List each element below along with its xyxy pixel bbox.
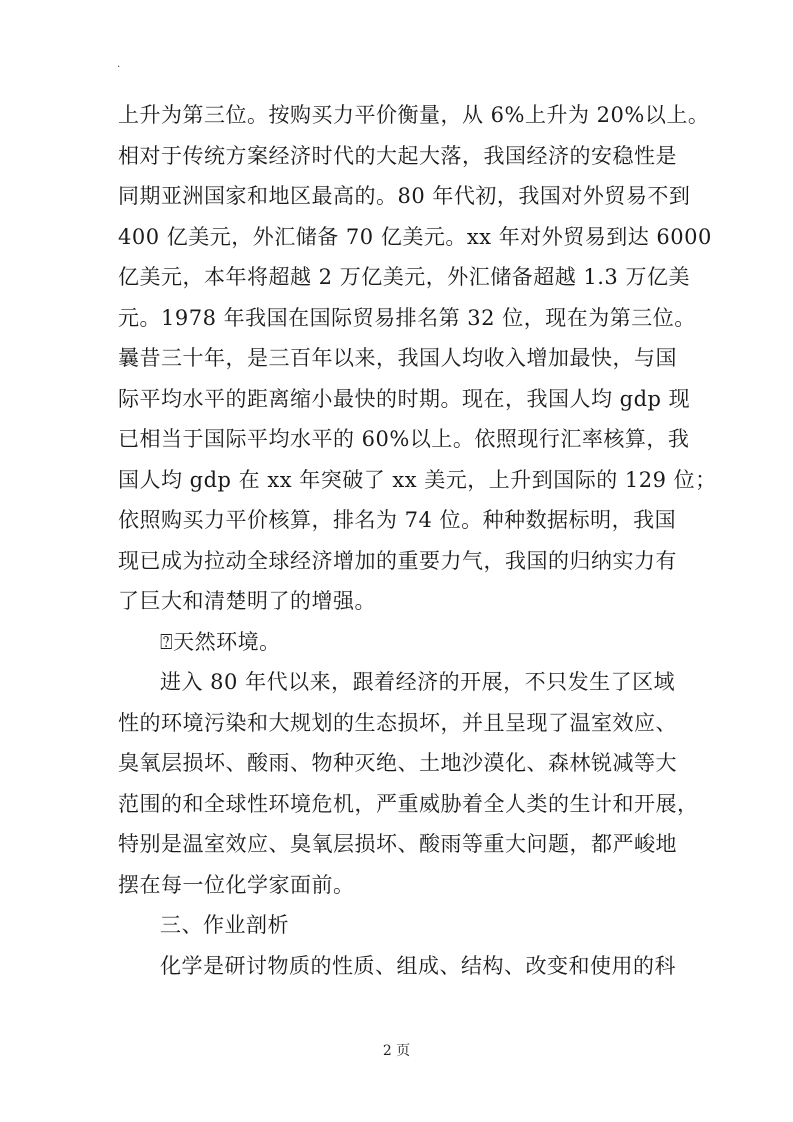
text-line: 际平均水平的距离缩小最快的时期。现在，我国人均 gdp 现 <box>118 386 691 411</box>
text-line: 曩昔三十年，是三百年以来，我国人均收入增加最快，与国 <box>118 346 677 370</box>
section-heading: ⍰天然环境。 <box>160 629 281 654</box>
text-line: 国人均 gdp 在 xx 年突破了 xx 美元，上升到国际的 129 位； <box>118 467 717 492</box>
header-mark: . <box>117 59 121 70</box>
text-line: 400 亿美元，外汇储备 70 亿美元。xx 年对外贸易到达 6000 <box>118 224 712 249</box>
body-text <box>118 95 717 986</box>
text-line: 了巨大和清楚明了的增强。 <box>118 589 376 613</box>
paragraph-start: 化学是研讨物质的性质、组成、结构、改变和使用的科 <box>160 953 676 978</box>
text-line: 特别是温室效应、臭氧层损坏、酸雨等重大问题，都严峻地 <box>118 832 677 856</box>
text-line: 性的环境污染和大规划的生态损坏，并且呈现了温室效应、 <box>118 710 677 735</box>
text-line: 上升为第三位。按购买力平价衡量，从 6%上升为 20%以上。 <box>118 103 710 127</box>
page-number: 2 页 <box>382 1043 411 1059</box>
text-line: 摆在每一位化学家面前。 <box>118 872 355 897</box>
text-line: 相对于传统方案经济时代的大起大落，我国经济的安稳性是 <box>118 143 677 168</box>
section-heading: 三、作业剖析 <box>160 913 289 937</box>
text-line: 已相当于国际平均水平的 60%以上。依照现行汇率核算，我 <box>118 427 690 451</box>
text-line: 现已成为拉动全球经济增加的重要力气，我国的归纳实力有 <box>118 548 677 573</box>
paragraph-start: 进入 80 年代以来，跟着经济的开展，不只发生了区域 <box>160 670 676 694</box>
text-line: 范围的和全球性环境危机，严重威胁着全人类的生计和开展， <box>118 791 699 816</box>
text-line: 元。1978 年我国在国际贸易排名第 32 位，现在为第三位。 <box>118 305 696 330</box>
text-line: 同期亚洲国家和地区最高的。80 年代初，我国对外贸易不到 <box>118 184 691 208</box>
text-line: 依照购买力平价核算，排名为 74 位。种种数据标明，我国 <box>118 508 677 532</box>
text-line: 臭氧层损坏、酸雨、物种灭绝、土地沙漠化、森林锐减等大 <box>118 751 677 775</box>
text-line: 亿美元，本年将超越 2 万亿美元，外汇储备超越 1.3 万亿美 <box>118 265 690 289</box>
